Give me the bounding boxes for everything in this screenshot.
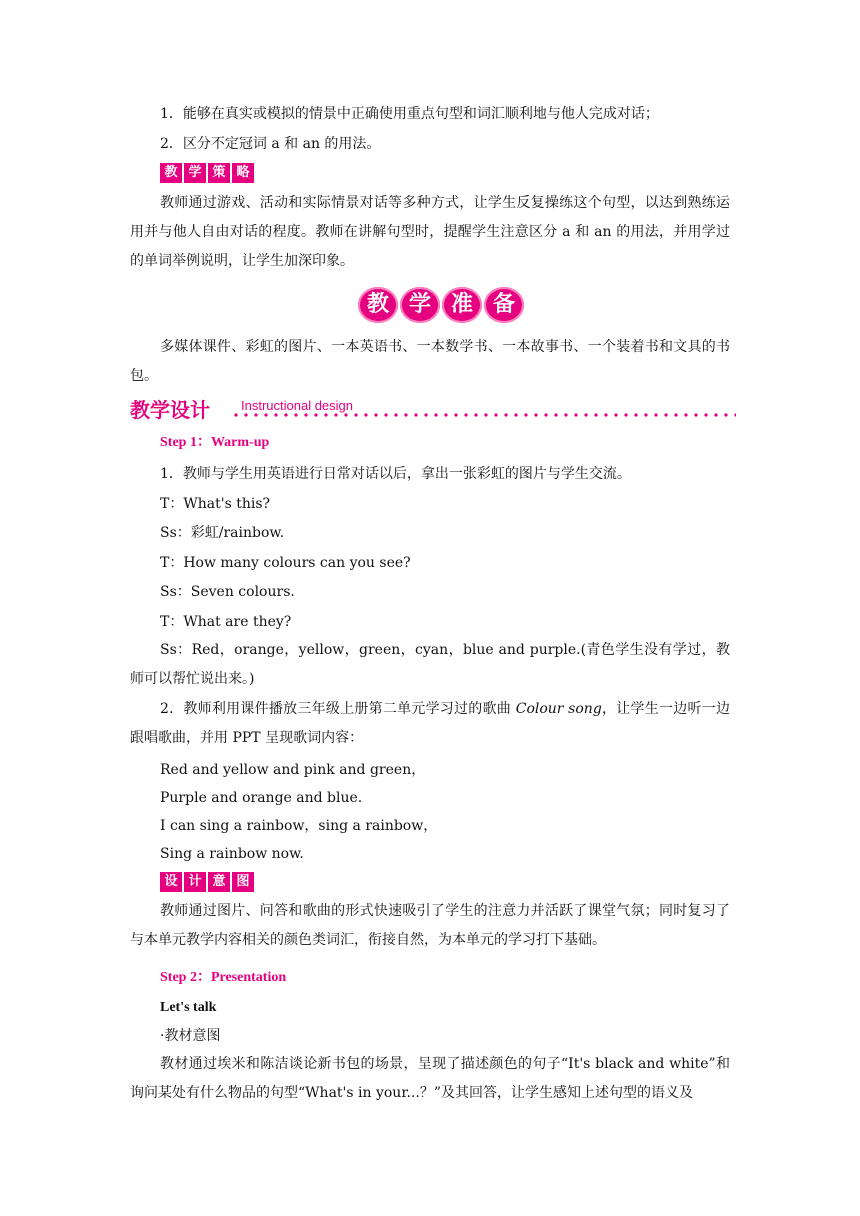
badge-char: 计 [184,872,206,892]
preparation-text: 多媒体课件、彩虹的图片、一本英语书、一本数学书、一本故事书、一个装着书和文具的书包。 [130,339,730,384]
material-intent-label: ·教材意图 [160,1028,221,1044]
step1-item2 [130,695,730,753]
lyric-line: Purple and orange and blue. [160,790,363,806]
objective-2: 2．区分不定冠词 a 和 an 的用法。 [160,136,381,152]
dialogue-answer: Ss：Red，orange，yellow，green，cyan，blue and purple.(青色学生没有学过，教师可以帮忙说出来。) [130,642,730,687]
badge-char: 略 [232,163,254,183]
badge-char: 教 [160,163,182,183]
badge-char: 设 [160,872,182,892]
objective-1: 1．能够在真实或模拟的情景中正确使用重点句型和词汇顺利地与他人完成对话； [160,106,659,122]
lyric-line: Red and yellow and pink and green， [160,762,426,778]
step2-heading: Step 2：Presentation [160,970,287,985]
strategy-badge [160,163,254,183]
step1-item1: 1．教师与学生用英语进行日常对话以后，拿出一张彩虹的图片与学生交流。 [160,466,631,482]
lyric-line: Sing a rainbow now. [160,846,304,862]
material-intent-text: 教材通过埃米和陈洁谈论新书包的场景，呈现了描述颜色的句子“It's black and white”和询问某处有什么物品的句型“What's in your...？”及其回答，让学生感知上述句型的语义及 [130,1056,730,1101]
lets-talk-heading: Let's talk [160,1000,217,1015]
dialogue-line: Ss：彩虹/rainbow. [160,525,285,541]
banner-char: 准 [442,287,482,323]
lyric-line: I can sing a rainbow，sing a rainbow， [160,818,438,834]
badge-char: 学 [184,163,206,183]
dialogue-line: T：What are they? [160,614,292,630]
badge-char: 图 [232,872,254,892]
banner-char: 备 [484,287,524,323]
badge-char: 策 [208,163,230,183]
intent-badge [160,872,254,892]
design-subtitle: Instructional design [241,398,354,413]
song-title: Colour song [515,701,602,717]
banner-char: 教 [358,287,398,323]
step1-heading: Step 1：Warm-up [160,435,270,450]
strategy-text: 教师通过游戏、活动和实际情景对话等多种方式，让学生反复操练这个句型，以达到熟练运用并与他人自由对话的程度。教师在讲解句型时，提醒学生注意区分 a 和 an 的用法，并用学过的单词举例说明，让学生加深印象。 [130,195,730,269]
badge-char: 意 [208,872,230,892]
dialogue-line: T：How many colours can you see? [160,555,411,571]
dialogue-line: Ss：Seven colours. [160,584,295,600]
banner-char: 学 [400,287,440,323]
design-title: 教学设计 [130,398,210,422]
preparation-banner [358,287,524,323]
item2-text: 2．教师利用课件播放三年级上册第二单元学习过的歌曲 [160,701,516,717]
dialogue-line: T：What's this? [160,496,271,512]
dotted-divider [231,413,736,417]
item2-text: ，让学生一边听一边跟唱歌曲，并用 PPT 呈现歌词内容： [130,701,730,746]
intent-text: 教师通过图片、问答和歌曲的形式快速吸引了学生的注意力并活跃了课堂气氛；同时复习了与本单元教学内容相关的颜色类词汇，衔接自然，为本单元的学习打下基础。 [130,903,730,948]
